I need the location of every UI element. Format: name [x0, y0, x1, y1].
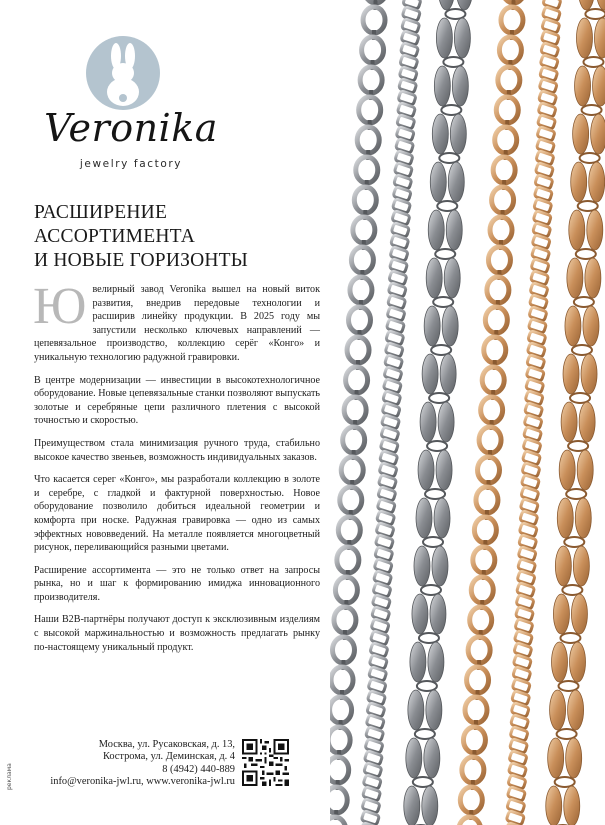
- chain-link: [431, 345, 451, 355]
- phone[interactable]: 8 (4942) 440-889: [162, 763, 235, 775]
- chain-link: [589, 162, 605, 202]
- chain-link: [438, 402, 454, 442]
- chain-link: [488, 247, 510, 273]
- chain-link: [571, 594, 587, 634]
- address-moscow: Москва, ул. Русаковская, д. 13,: [98, 739, 235, 750]
- chain-link: [341, 457, 363, 483]
- chain-link: [557, 498, 573, 538]
- chain-link: [415, 729, 435, 739]
- chain-link: [357, 127, 379, 153]
- paragraph: [33, 278, 320, 365]
- paragraph: В центре модернизации — инвестиции в высокотехнологичное оборудование. Новые цепевязальные станки позволяют выпускать золотые и серебряные цепи различного плетения с высокой точностью и скоростью.: [34, 374, 320, 427]
- chain-link: [331, 667, 353, 693]
- chain-link: [360, 67, 382, 93]
- chain-link: [445, 9, 465, 19]
- chain-link: [330, 757, 349, 783]
- chain-link: [413, 777, 433, 787]
- chain-link: [422, 354, 438, 394]
- chain-link: [406, 738, 422, 778]
- chain-link: [362, 37, 384, 63]
- chain-link: [548, 738, 564, 778]
- chain-link: [434, 498, 450, 538]
- chain-link: [330, 787, 347, 813]
- chain-link: [479, 427, 501, 453]
- chain-link: [414, 546, 430, 586]
- chain-link: [436, 18, 452, 58]
- chain-link: [344, 397, 366, 423]
- paragraph: Расширение ассортимента — это не только ответ на запросы рынка, но и шаг к формированию имиджа инновационного производителя.: [34, 564, 320, 603]
- paragraph: Наши B2B-партнёры получают доступ к эксклюзивным изделиям с высокой маржинальностью и возможность предлагать рынку по-настоящему уникальный продукт.: [34, 614, 320, 653]
- chain-link: [350, 277, 372, 303]
- chain-link: [559, 681, 579, 691]
- chain-link: [430, 162, 446, 202]
- chain-link: [417, 681, 437, 691]
- chain-link: [587, 210, 603, 250]
- chain-link: [572, 345, 592, 355]
- chain-link: [485, 307, 507, 333]
- chain-link: [359, 97, 381, 123]
- chain-link: [441, 105, 461, 115]
- chain-link: [561, 402, 577, 442]
- chain-link: [570, 642, 586, 682]
- chain-link: [440, 354, 456, 394]
- chain-link: [454, 18, 470, 58]
- paragraph: Преимуществом стала минимизация ручного труда, стабильно высокое качество звеньев, возможность индивидуальных заказов.: [34, 437, 320, 463]
- chain-link: [481, 397, 503, 423]
- chain-link: [421, 585, 441, 595]
- paragraph: Что касается серег «Конго», мы разработали коллекцию в золоте и серебре, с гладкой и фактурной поверхностью. Новое оборудование позволило добиться идеальной геометрии и комфорта при носке. Радужная гравировка — одно из самых эффектных нововведений. На металле появляется многоцветный рисунок, переливающийся разными цветами.: [34, 474, 320, 554]
- email-website-links[interactable]: info@veronika-jwl.ru, www.veronika-jwl.ru: [50, 776, 235, 788]
- chain-link: [332, 637, 354, 663]
- chain-link: [574, 297, 594, 307]
- chain-link: [428, 642, 444, 682]
- contacts-block: [50, 739, 235, 789]
- chain-link: [408, 690, 424, 730]
- chain-link: [552, 642, 568, 682]
- drop-cap: Ю: [33, 278, 87, 335]
- chain-link: [482, 367, 504, 393]
- chain-link: [347, 337, 369, 363]
- chain-link: [418, 450, 434, 490]
- chain-link: [428, 210, 444, 250]
- chain-link: [583, 306, 599, 346]
- chain-link: [404, 786, 420, 825]
- chain-link: [476, 487, 498, 513]
- advertising-label: реклама: [6, 763, 13, 790]
- chain-link: [557, 729, 577, 739]
- chain-link: [573, 546, 589, 586]
- chain-link: [425, 489, 445, 499]
- chain-link: [429, 393, 449, 403]
- chain-link: [435, 249, 455, 259]
- chain-link: [564, 537, 584, 547]
- article-body: [33, 278, 320, 663]
- chain-link: [575, 66, 591, 106]
- chain-link: [465, 697, 487, 723]
- chain-link: [501, 7, 523, 33]
- chain-link: [499, 37, 521, 63]
- chain-link: [578, 201, 598, 211]
- chain-link: [563, 354, 579, 394]
- chain-link: [467, 667, 489, 693]
- chain-link: [568, 441, 588, 451]
- chain-link: [330, 817, 346, 825]
- chain-link: [582, 105, 602, 115]
- chain-link: [550, 690, 566, 730]
- chain-link: [434, 66, 450, 106]
- chain-link: [567, 258, 583, 298]
- chain-link: [432, 114, 448, 154]
- chain-link: [562, 585, 582, 595]
- chain-link: [555, 777, 575, 787]
- chain-link: [591, 114, 605, 154]
- chain-link: [410, 642, 426, 682]
- chain-link: [427, 441, 447, 451]
- chain-link: [448, 162, 464, 202]
- chain-link: [585, 258, 601, 298]
- chain-link: [566, 489, 586, 499]
- chain-link: [343, 427, 365, 453]
- chain-link: [546, 786, 562, 825]
- chain-link: [351, 247, 373, 273]
- chain-link: [424, 738, 440, 778]
- chain-link: [478, 457, 500, 483]
- chain-link: [420, 402, 436, 442]
- chain-link: [498, 67, 520, 93]
- logo-bunny-badge: [86, 36, 160, 110]
- chain-link: [493, 157, 515, 183]
- chain-link: [450, 114, 466, 154]
- chain-link: [363, 7, 385, 33]
- chain-link: [412, 594, 428, 634]
- chain-link: [568, 690, 584, 730]
- chain-link: [354, 187, 376, 213]
- chain-link: [594, 18, 605, 58]
- paragraph-text: велирный завод Veronika вышел на новый виток развития, внедрив передовые технологии и расширив линейку продукции. В 2025 году мы запустили несколько ключевых направлений — цепевязальное производство, коллекцию серёг «Конго» и уникальную технологию радужной гравировки.: [34, 284, 320, 363]
- chain-link: [496, 97, 518, 123]
- chain-link: [495, 127, 517, 153]
- brand-tagline: jewelry factory: [79, 158, 183, 170]
- chain-link: [436, 450, 452, 490]
- chain-link: [571, 162, 587, 202]
- chain-link: [577, 450, 593, 490]
- chain-link: [446, 210, 462, 250]
- chain-link: [569, 210, 585, 250]
- chain-link: [487, 277, 509, 303]
- chain-link: [555, 546, 571, 586]
- headline-line: АССОРТИМЕНТА: [34, 226, 196, 247]
- chain-link: [560, 633, 580, 643]
- chain-link: [335, 577, 357, 603]
- chain-link: [432, 546, 448, 586]
- bunny-icon: [86, 36, 160, 110]
- chain-link: [416, 498, 432, 538]
- chain-link: [459, 817, 481, 825]
- chain-link: [462, 757, 484, 783]
- chain-link: [424, 306, 440, 346]
- chain-link: [583, 57, 603, 67]
- chain-link: [433, 297, 453, 307]
- chain-link: [430, 594, 446, 634]
- chain-link: [566, 738, 582, 778]
- chains-photo: [330, 0, 605, 825]
- chain-link: [437, 201, 457, 211]
- chain-link: [442, 306, 458, 346]
- chain-link: [573, 114, 589, 154]
- headline-line: РАСШИРЕНИЕ: [34, 202, 168, 223]
- article-headline: [34, 201, 324, 273]
- chain-link: [439, 153, 459, 163]
- chain-link: [559, 450, 575, 490]
- chain-link: [337, 547, 359, 573]
- chain-link: [484, 337, 506, 363]
- chain-link: [576, 18, 592, 58]
- chain-link: [570, 393, 590, 403]
- chain-link: [579, 402, 595, 442]
- chain-link: [580, 153, 600, 163]
- chain-link: [330, 697, 352, 723]
- chain-link: [581, 354, 597, 394]
- chain-link: [353, 217, 375, 243]
- chain-link: [585, 9, 605, 19]
- chain-link: [356, 157, 378, 183]
- chain-link: [460, 787, 482, 813]
- address-kostroma: Кострома, ул. Деминская, д. 4: [102, 751, 235, 763]
- chain-link: [443, 57, 463, 67]
- chain-link: [490, 217, 512, 243]
- headline-line: И НОВЫЕ ГОРИЗОНТЫ: [34, 250, 248, 271]
- chain-link: [338, 517, 360, 543]
- chain-link: [423, 537, 443, 547]
- chain-link: [419, 633, 439, 643]
- chain-link: [334, 607, 356, 633]
- chain-link: [470, 607, 492, 633]
- chain-link: [553, 594, 569, 634]
- qr-code-icon[interactable]: [242, 739, 289, 786]
- chain-link: [576, 249, 596, 259]
- brand-name: Veronika: [44, 106, 218, 150]
- chain-link: [330, 727, 350, 753]
- chain-link: [468, 637, 490, 663]
- chain-link: [473, 547, 495, 573]
- chain-link: [422, 786, 438, 825]
- chain-link: [444, 258, 460, 298]
- chain-link: [575, 498, 591, 538]
- chain-link: [564, 786, 580, 825]
- chain-link: [340, 487, 362, 513]
- chain-link: [492, 187, 514, 213]
- chain-link: [463, 727, 485, 753]
- chain-link: [474, 517, 496, 543]
- chain-link: [348, 307, 370, 333]
- chain-link: [346, 367, 368, 393]
- chain-link: [452, 66, 468, 106]
- chain-link: [565, 306, 581, 346]
- chain-link: [426, 258, 442, 298]
- chain-link: [426, 690, 442, 730]
- chain-link: [593, 66, 605, 106]
- chain-link: [471, 577, 493, 603]
